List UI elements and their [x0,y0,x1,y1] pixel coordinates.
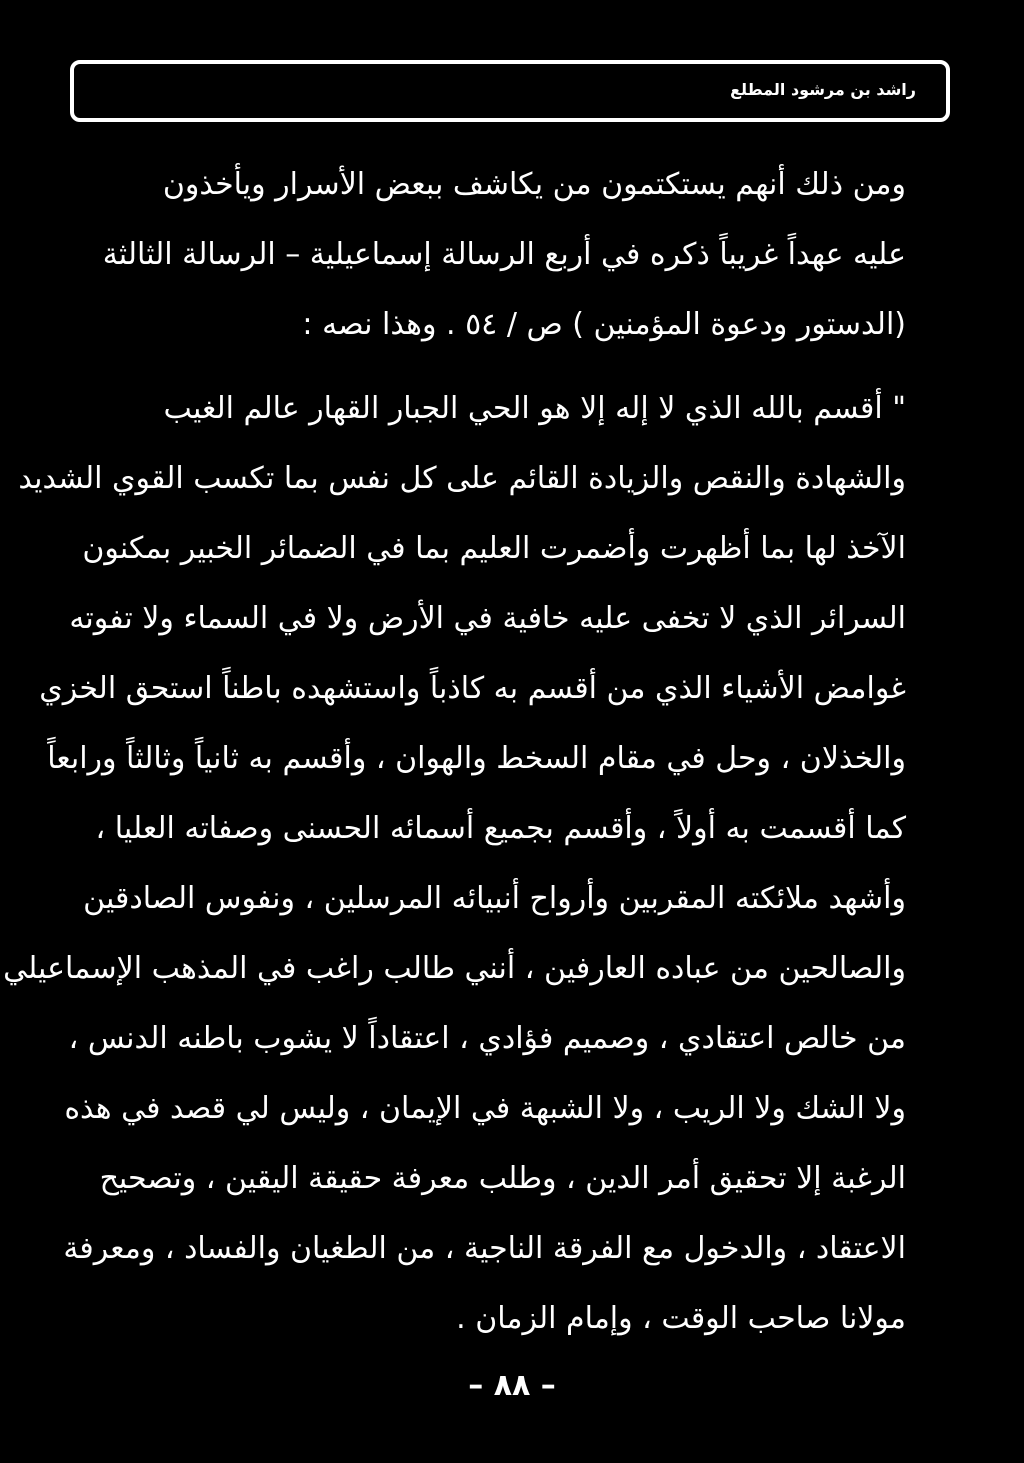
quote-line: كما أقسمت به أولاً ، وأقسم بجميع أسمائه الحسنى وصفاته العليا ، [95,811,906,846]
intro-line: ومن ذلك أنهم يستكتمون من يكاشف ببعض الأسرار ويأخذون [162,167,906,202]
quote-line: وأشهد ملائكته المقربين وأرواح أنبيائه المرسلين ، ونفوس الصادقين [83,881,906,916]
quote-line: مولانا صاحب الوقت ، وإمام الزمان . [456,1301,906,1336]
quote-line: الرغبة إلا تحقيق أمر الدين ، وطلب معرفة حقيقة اليقين ، وتصحيح [99,1161,906,1196]
running-header-title: راشد بن مرشود المطلع [730,80,916,99]
page-body [3,150,906,1354]
intro-line: عليه عهداً غريباً ذكره في أربع الرسالة إسماعيلية – الرسالة الثالثة [102,237,906,272]
quote-line: من خالص اعتقادي ، وصميم فؤادي ، اعتقاداً لا يشوب باطنه الدنس ، [68,1021,906,1056]
running-header-bar [82,72,938,110]
quote-line: الاعتقاد ، والدخول مع الفرقة الناجية ، من الطغيان والفساد ، ومعرفة [63,1231,906,1266]
quote-line: الآخذ لها بما أظهرت وأضمرت العليم بما في الضمائر الخبير بمكنون [82,531,906,566]
intro-line: (الدستور ودعوة المؤمنين ) ص / ٥٤ . وهذا نصه : [302,307,906,342]
quote-line: والخذلان ، وحل في مقام السخط والهوان ، وأقسم به ثانياً وثالثاً ورابعاً [47,741,906,776]
page-number: – ٨٨ – [468,1368,556,1403]
quote-line: والصالحين من عباده العارفين ، أنني طالب راغب في المذهب الإسماعيلي [3,951,906,986]
quote-line: السرائر الذي لا تخفى عليه خافية في الأرض ولا في السماء ولا تفوته [69,601,906,636]
quote-line: " أقسم بالله الذي لا إله إلا هو الحي الجبار القهار عالم الغيب [163,391,906,426]
running-header [70,60,950,122]
quote-line: غوامض الأشياء الذي من أقسم به كاذباً واستشهده باطناً استحق الخزي [39,671,906,706]
quote-line: ولا الشك ولا الريب ، ولا الشبهة في الإيمان ، وليس لي قصد في هذه [64,1091,906,1126]
quote-line: والشهادة والنقص والزيادة القائم على كل نفس بما تكسب القوي الشديد [18,461,906,496]
